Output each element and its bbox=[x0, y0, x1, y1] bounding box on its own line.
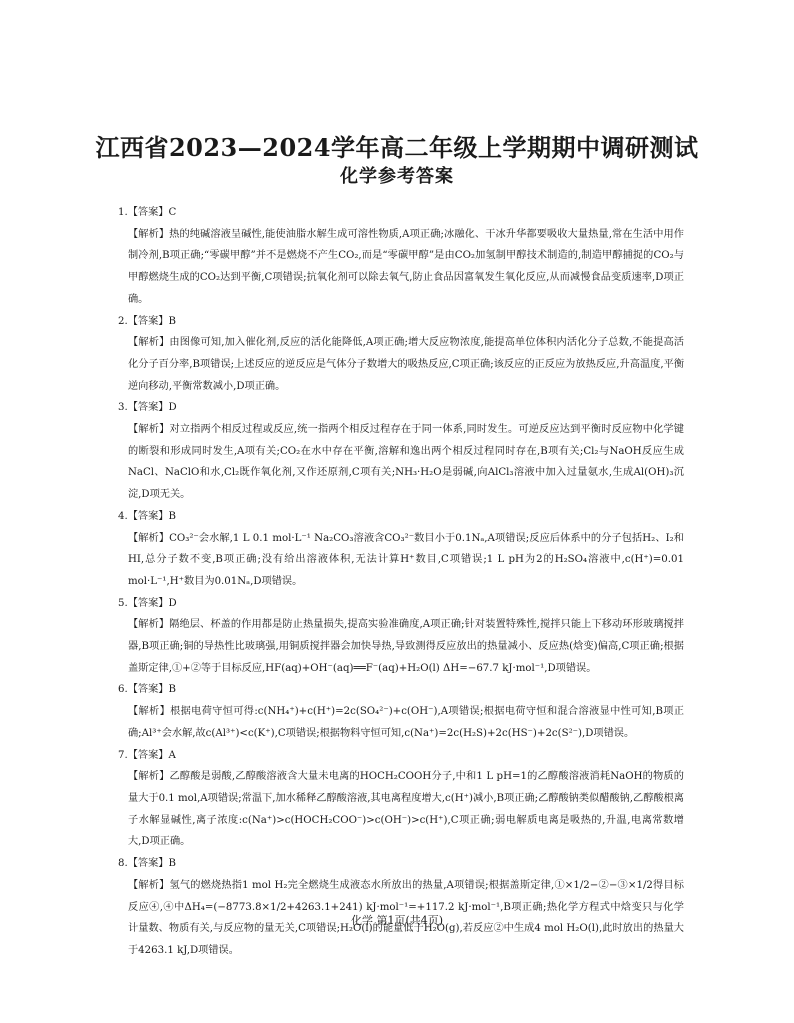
question-3-analysis: 【解析】对立指两个相反过程或反应,统一指两个相反过程存在于同一体系,同时发生。可逆反应达到平衡时反应物中化学键的断裂和形成同时发生,A项有关;CO₂在水中存在平衡,溶解和逸出两个相反过程同时存在,B项有关;Cl₂与NaOH反应生成NaCl、NaClO和水,Cl₂既作氧化剂,又作还原剂,C项有关;NH₃·H₂O是弱碱,向AlCl₃溶液中加入过量氨水,生成Al(OH)₃沉淀,D项无关。 bbox=[128, 424, 684, 501]
question-5-answer: 5.【答案】D bbox=[118, 597, 177, 609]
page-subtitle: 化学参考答案 bbox=[340, 166, 454, 187]
question-1-answer: 1.【答案】C bbox=[118, 207, 177, 218]
answer-list bbox=[118, 202, 684, 962]
question-8 bbox=[118, 853, 684, 962]
question-4-analysis: 【解析】CO₃²⁻会水解,1 L 0.1 mol·L⁻¹ Na₂CO₃溶液含CO₃²⁻数目小于0.1Nₐ,A项错误;反应后体系中的分子包括H₂、I₂和HI,总分子数不变,B项正确;没有给出溶液体积,无法计算H⁺数目,C项错误;1 L pH为2的H₂SO₄溶液中,c(H⁺)=0.01 mol·L⁻¹,H⁺数目为0.01Nₐ,D项错误。 bbox=[128, 532, 684, 587]
page-title: 江西省2023—2024学年高二年级上学期期中调研测试 bbox=[95, 133, 699, 162]
question-1-analysis: 【解析】热的纯碱溶液呈碱性,能使油脂水解生成可溶性物质,A项正确;冰融化、干冰升华都要吸收大量热量,常在生活中用作制冷剂,B项正确;“零碳甲醇”并不是燃烧不产生CO₂,而是“零碳甲醇”是由CO₂加氢制甲醇技术制造的,制造甲醇捕捉的CO₂与甲醇燃烧生成的CO₂达到平衡,C项错误;抗氧化剂可以除去氧气,防止食品因富氧发生氧化反应,从而减慢食品变质速率,D项正确。 bbox=[128, 228, 684, 305]
question-2 bbox=[118, 311, 684, 398]
question-4-answer: 4.【答案】B bbox=[118, 510, 176, 522]
question-5 bbox=[118, 593, 684, 680]
question-8-answer: 8.【答案】B bbox=[118, 858, 176, 870]
question-6 bbox=[118, 679, 684, 744]
question-2-answer: 2.【答案】B bbox=[118, 315, 176, 327]
question-3 bbox=[118, 397, 684, 506]
question-7 bbox=[118, 745, 684, 854]
question-5-analysis: 【解析】隔绝层、杯盖的作用都是防止热量损失,提高实验准确度,A项正确;针对装置特殊性,搅拌只能上下移动环形玻璃搅拌器,B项正确;铜的导热性比玻璃强,用铜质搅拌器会加快导热,导致测得反应放出的热量减小、反应热(焓变)偏高,C项正确;根据盖斯定律,①+②等于目标反应,HF(aq)+OH⁻(aq)══F⁻(aq)+H₂O(l) ΔH=−67.7 kJ·mol⁻¹,D项错误。 bbox=[128, 619, 684, 674]
page-footer: 化学 第1页(共4页) bbox=[350, 914, 444, 927]
question-7-answer: 7.【答案】A bbox=[118, 749, 176, 761]
question-6-analysis: 【解析】根据电荷守恒可得:c(NH₄⁺)+c(H⁺)=2c(SO₄²⁻)+c(OH⁻),A项错误;根据电荷守恒和混合溶液显中性可知,B项正确;Al³⁺会水解,故c(Al³⁺)<c(K⁺),C项错误;根据物料守恒可知,c(Na⁺)=2c(H₂S)+2c(HS⁻)+2c(S²⁻),D项错误。 bbox=[128, 706, 684, 739]
question-7-analysis: 【解析】乙醇酸是弱酸,乙醇酸溶液含大量未电离的HOCH₂COOH分子,中和1 L pH=1的乙醇酸溶液消耗NaOH的物质的量大于0.1 mol,A项错误;常温下,加水稀释乙醇酸溶液,其电离程度增大,c(H⁺)减小,B项正确;乙醇酸钠类似醋酸钠,乙醇酸根离子水解显碱性,离子浓度:c(Na⁺)>c(HOCH₂COO⁻)>c(OH⁻)>c(H⁺),C项正确;弱电解质电离是吸热的,升温,电离常数增大,D项正确。 bbox=[128, 771, 684, 848]
question-4 bbox=[118, 506, 684, 593]
question-6-answer: 6.【答案】B bbox=[118, 684, 176, 696]
question-3-answer: 3.【答案】D bbox=[118, 402, 177, 414]
question-8-analysis: 【解析】氢气的燃烧热指1 mol H₂完全燃烧生成液态水所放出的热量,A项错误;根据盖斯定律,①×1/2−②−③×1/2得目标反应④,④中ΔH₄=(−8773.8×1/2+4263.1+241) kJ·mol⁻¹=+117.2 kJ·mol⁻¹,B项正确;热化学方程式中焓变只与化学计量数、物质有关,与反应物的量无关,C项错误;H₂O(l)的能量低于H₂O(g),若反应②中生成4 mol H₂O(l),此时放出的热量大于4263.1 kJ,D项错误。 bbox=[128, 879, 684, 956]
question-1 bbox=[118, 202, 684, 311]
question-2-analysis: 【解析】由图像可知,加入催化剂,反应的活化能降低,A项正确;增大反应物浓度,能提高单位体积内活化分子总数,不能提高活化分子百分率,B项错误;上述反应的逆反应是气体分子数增大的吸热反应,C项正确;该反应的正反应为放热反应,升高温度,平衡逆向移动,平衡常数减小,D项正确。 bbox=[128, 337, 684, 392]
